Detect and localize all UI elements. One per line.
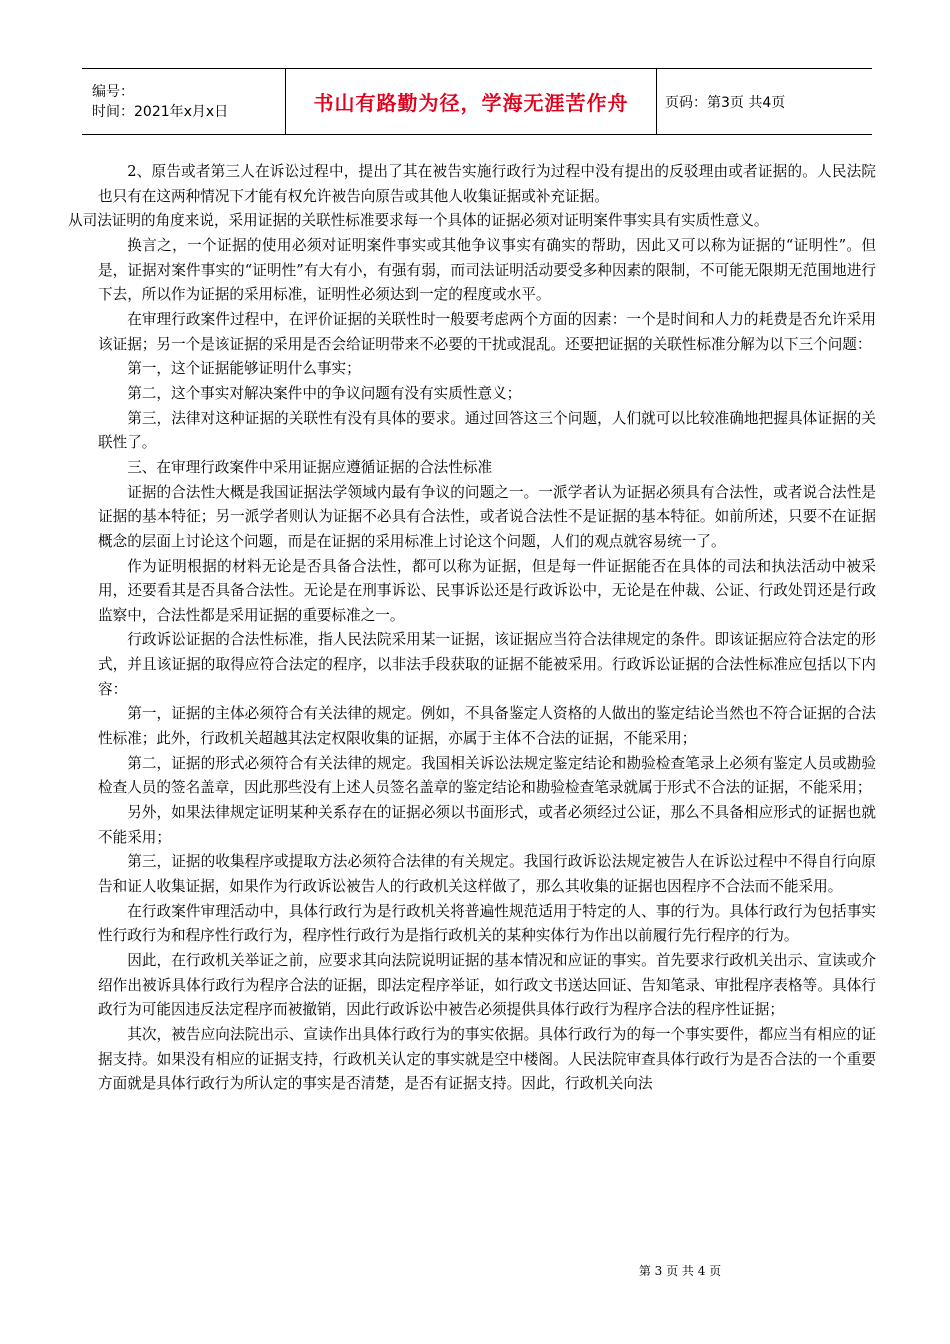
paragraph: 2、原告或者第三人在诉讼过程中，提出了其在被告实施行政行为过程中没有提出的反驳理由或者证据的。人民法院也只有在这两种情况下才能有权允许被告向原告或其他人收集证据或补充证据。 — [98, 163, 876, 205]
paragraph: 第三，证据的收集程序或提取方法必须符合法律的有关规定。我国行政诉讼法规定被告人在诉讼过程中不得自行向原告和证人收集证据，如果作为行政诉讼被告人的行政机关这样做了，那么其收集的证据也因程序不合法而不能采用。 — [98, 853, 876, 896]
section-heading: 三、在审理行政案件中采用证据应遵循证据的合法性标准 — [127, 458, 493, 476]
paragraph: 从司法证明的角度来说，采用证据的关联性标准要求每一个具体的证据必须对证明案件事实具有实质性意义。 — [68, 212, 769, 230]
header-meta — [82, 69, 285, 134]
paragraph: 第二，这个事实对解决案件中的争议问题有没有实质性意义； — [127, 384, 522, 402]
page-footer — [0, 1262, 950, 1279]
header-motto — [285, 69, 657, 134]
paragraph: 在审理行政案件过程中，在评价证据的关联性时一般要考虑两个方面的因素：一个是时间和人力的耗费是否允许采用该证据；另一个是该证据的采用是否会给证明带来不必要的干扰或混乱。还要把证据的关联性标准分解为以下三个问题： — [98, 310, 876, 353]
paragraph: 在行政案件审理活动中，具体行政行为是行政机关将普遍性规范适用于特定的人、事的行为。具体行政行为包括事实性行政行为和程序性行政行为，程序性行政行为是指行政机关的某种实体行为作出以前履行先行程序的行为。 — [98, 902, 876, 945]
paragraph: 第一，证据的主体必须符合有关法律的规定。例如，不具备鉴定人资格的人做出的鉴定结论当然也不符合证据的合法性标准；此外，行政机关超越其法定权限收集的证据，亦属于主体不合法的证据，不能采用； — [98, 705, 876, 748]
header-page-info — [657, 69, 872, 134]
paragraph: 其次，被告应向法院出示、宣读作出具体行政行为的事实依据。具体行政行为的每一个事实要件，都应当有相应的证据支持。如果没有相应的证据支持，行政机关认定的事实就是空中楼阁。人民法院审查具体行政行为是否合法的一个重要方面就是具体行政行为所认定的事实是否清楚，是否有证据支持。因此，行政机关向法 — [98, 1025, 876, 1093]
paragraph: 第一，这个证据能够证明什么事实； — [127, 360, 361, 378]
paragraph: 证据的合法性大概是我国证据法学领域内最有争议的问题之一。一派学者认为证据必须具有合法性，或者说合法性是证据的基本特征；另一派学者则认为证据不必具有合法性，或者说合法性不是证据的基本特征。如前所述，只要不在证据概念的层面上讨论这个问题，而是在证据的采用标准上讨论这个问题，人们的观点就容易统一了。 — [98, 483, 876, 550]
paragraph: 换言之，一个证据的使用必须对证明案件事实或其他争议事实有确实的帮助，因此又可以称为证据的“证明性”。但是，证据对案件事实的“证明性”有大有小，有强有弱，而司法证明活动要受多种因素的限制，不可能无限期无范围地进行下去，所以作为证据的采用标准，证明性必须达到一定的程度或水平。 — [98, 236, 876, 304]
paragraph: 行政诉讼证据的合法性标准，指人民法院采用某一证据，该证据应当符合法律规定的条件。即该证据应符合法定的形式，并且该证据的取得应符合法定的程序，以非法手段获取的证据不能被采用。行政诉讼证据的合法性标准应包括以下内容： — [98, 631, 876, 698]
page-info-text: 页码：第3页 共4页 — [665, 94, 786, 111]
document-body — [68, 160, 876, 1097]
header-date: 时间：2021年x月x日 — [92, 103, 229, 120]
paragraph: 第三，法律对这种证据的关联性有没有具体的要求。通过回答这三个问题，人们就可以比较准确地把握具体证据的关联性了。 — [98, 409, 876, 452]
motto-text: 书山有路勤为径，学海无涯苦作舟 — [313, 91, 629, 115]
page-header — [82, 68, 872, 135]
paragraph: 第二，证据的形式必须符合有关法律的规定。我国相关诉讼法规定鉴定结论和勘验检查笔录上必须有鉴定人员或勘验检查人员的签名盖章，因此那些没有上述人员签名盖章的鉴定结论和勘验检查笔录就属于形式不合法的证据，不能采用； — [98, 754, 876, 797]
footer-page-number: 第 3 页 共 4 页 — [638, 1264, 722, 1278]
serial-number: 编号： — [92, 83, 134, 100]
paragraph: 作为证明根据的材料无论是否具备合法性，都可以称为证据，但是每一件证据能否在具体的司法和执法活动中被采用，还要看其是否具备合法性。无论是在刑事诉讼、民事诉讼还是行政诉讼中，无论是在仲裁、公证、行政处罚还是行政监察中，合法性都是采用证据的重要标准之一。 — [98, 557, 876, 624]
paragraph: 因此，在行政机关举证之前，应要求其向法院说明证据的基本情况和应证的事实。首先要求行政机关出示、宣读或介绍作出被诉具体行政行为程序合法的证据，即法定程序举证，如行政文书送达回证、告知笔录、审批程序表格等。具体行政行为可能因违反法定程序而被撤销，因此行政诉讼中被告必须提供具体行政行为程序合法的程序性证据； — [98, 952, 876, 1019]
paragraph: 另外，如果法律规定证明某种关系存在的证据必须以书面形式，或者必须经过公证，那么不具备相应形式的证据也就不能采用； — [98, 804, 876, 846]
